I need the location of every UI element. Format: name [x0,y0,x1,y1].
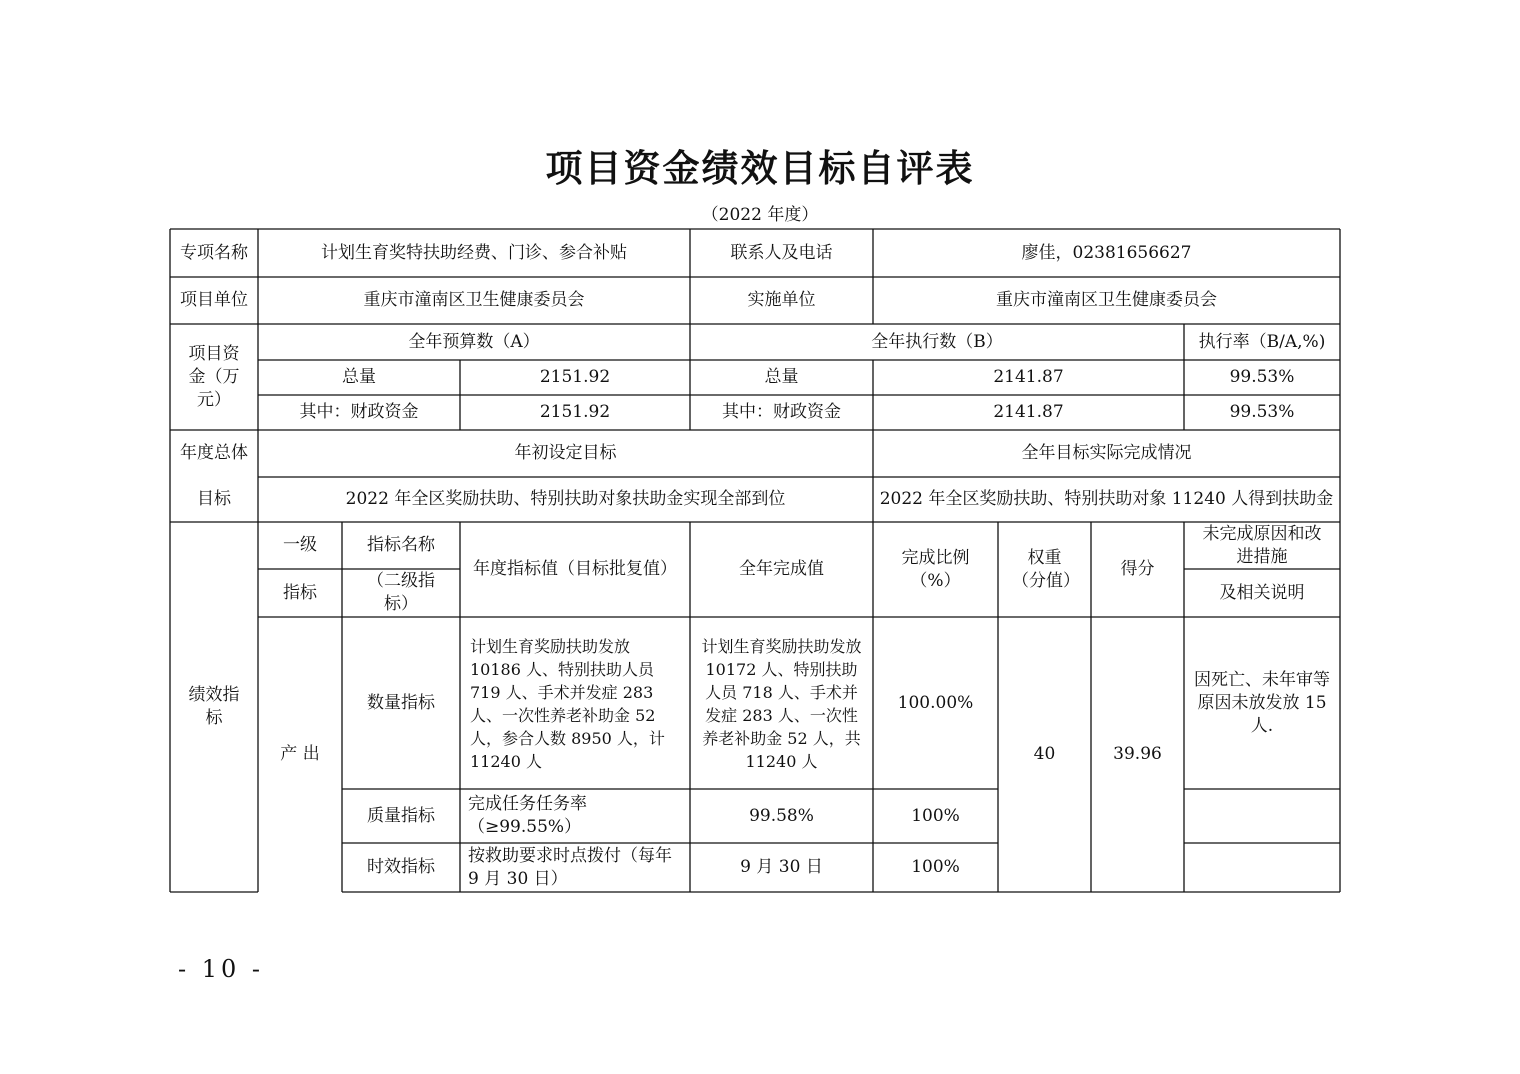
col-level1-b: 指标 [283,582,317,603]
row-name: 质量指标 [367,805,435,826]
row-ratio: 100% [911,857,960,877]
total-budget: 2151.92 [539,367,611,387]
total-rate: 99.53% [1229,367,1295,387]
col-reason-a: 未完成原因和改进措施 [1202,523,1322,567]
row-target: 按救助要求时点拨付（每年 9 月 30 日） [468,845,672,889]
row-name: 时效指标 [367,857,435,877]
row-ratio: 100.00% [897,692,974,713]
label-funds: 项目资金（万元） [188,343,240,410]
rate-header: 执行率（B/A,%) [1198,331,1326,352]
col-name-b: （二级指标） [367,571,435,614]
total-label: 总量 [342,367,376,387]
col-target: 年度指标值（目标批复值） [473,559,677,579]
total-exec: 2141.87 [993,367,1064,387]
fiscal-budget: 2151.92 [539,402,611,422]
label-perf: 绩效指标 [188,685,240,728]
label-goal: 目标 [197,489,231,509]
label-annual-total: 年度总体 [180,443,248,463]
row-reason: 因死亡、未年审等原因未放发放 15 人. [1194,669,1330,736]
output-label: 产 出 [280,744,320,764]
weight-value: 40 [1033,744,1056,764]
col-score: 得分 [1120,559,1155,579]
fiscal-exec: 2141.87 [993,402,1064,422]
initial-goal: 2022 年全区奖励扶助、特别扶助对象扶助金实现全部到位 [345,489,786,509]
actual-goal: 2022 年全区奖励扶助、特别扶助对象 11240 人得到扶助金 [879,489,1334,509]
budget-header: 全年预算数（A） [408,331,540,352]
project-unit: 重庆市潼南区卫生健康委员会 [363,290,585,310]
row-target: 完成任务任务率（≥99.55%） [468,794,587,837]
col-name-a: 指标名称 [367,535,435,555]
row-actual: 计划生育奖励扶助发放 10172 人、特别扶助人员 718 人、手术并发症 283 人、一次性养老补助金 52 人，共 11240 人 [701,637,862,771]
project-name: 计划生育奖特扶助经费、门诊、参合补贴 [321,242,627,263]
fiscal-exec-label: 其中：财政资金 [722,402,841,422]
col-level1-a: 一级 [283,535,317,555]
actual-header: 全年目标实际完成情况 [1021,443,1192,463]
row-name: 数量指标 [367,692,435,713]
row-reason [1184,843,1340,892]
fiscal-rate: 99.53% [1229,402,1295,422]
initial-goal-header: 年初设定目标 [514,443,617,463]
page-title: 项目资金绩效目标自评表 [545,146,975,190]
row-actual: 99.58% [749,805,814,826]
col-weight: 权重（分值） [1012,547,1080,591]
col-ratio: 完成比例（%） [901,547,970,591]
contact: 廖佳，02381656627 [1021,242,1192,263]
exec-header: 全年执行数（B） [871,331,1003,352]
label-project-name: 专项名称 [180,242,248,263]
row-reason [1184,789,1340,843]
label-unit: 项目单位 [180,290,248,310]
page-number: - 10 - [178,955,265,983]
label-contact: 联系人及电话 [730,242,833,263]
total-exec-label: 总量 [764,367,799,387]
score-value: 39.96 [1113,744,1162,764]
row-target: 计划生育奖励扶助发放 10186 人、特别扶助人员 719 人、手术并发症 283 人、一次性养老补助金 52 人，参合人数 8950 人，计 11240 人 [470,637,665,771]
col-actual: 全年完成值 [739,559,824,579]
col-reason-b: 及相关说明 [1219,582,1305,603]
impl-unit: 重庆市潼南区卫生健康委员会 [996,290,1217,310]
label-impl-unit: 实施单位 [747,290,816,310]
fiscal-label: 其中：财政资金 [299,402,419,422]
row-ratio: 100% [911,805,960,826]
year-subtitle: （2022 年度） [701,205,819,225]
row-actual: 9 月 30 日 [740,857,823,877]
